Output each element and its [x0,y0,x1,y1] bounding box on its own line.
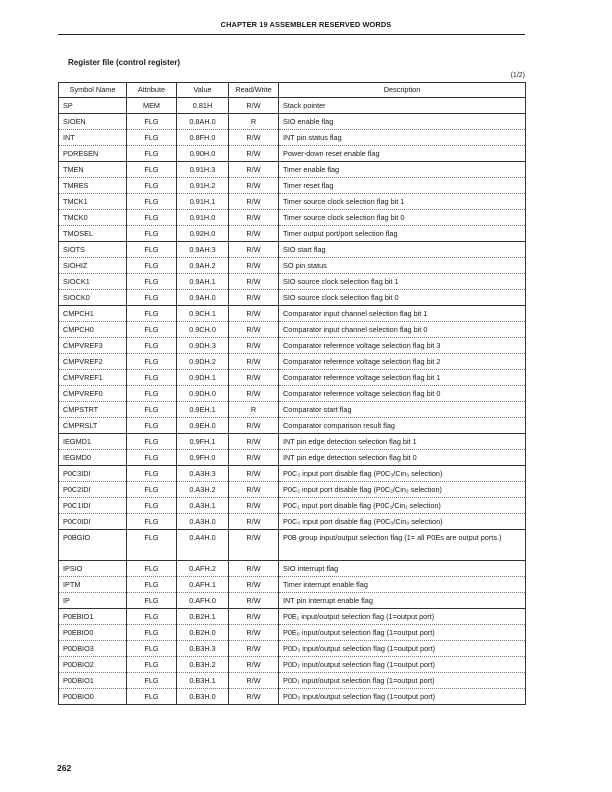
value-cell: 0.8FH.0 [177,130,229,146]
value-cell: 0.B2H.0 [177,625,229,641]
read-write-cell: R/W [229,338,279,354]
description-cell: INT pin edge detection selection flag bit 1 [279,434,526,450]
value-cell: 0.9DH.3 [177,338,229,354]
description-cell: INT pin interrupt enable flag [279,593,526,609]
description-cell: Comparator reference voltage selection flag bit 2 [279,354,526,370]
chapter-header: CHAPTER 19 ASSEMBLER RESERVED WORDS [220,20,392,29]
value-cell: 0.B3H.2 [177,657,229,673]
value-cell: 0.B3H.3 [177,641,229,657]
table-row [59,290,526,306]
description-cell: P0C₃ input port disable flag (P0C₃/Cin₃ selection) [279,466,526,482]
table-row [59,641,526,657]
value-cell: 0.9CH.1 [177,306,229,322]
table-row [59,130,526,146]
header-rule [58,34,525,35]
attribute-cell: FLG [127,498,177,514]
symbol-cell: P0BGIO [59,530,127,561]
read-write-cell: R/W [229,673,279,689]
description-cell: P0C₁ input port disable flag (P0C₁/Cin₁ selection) [279,498,526,514]
value-cell: 0.A4H.0 [177,530,229,561]
value-cell: 0.B2H.1 [177,609,229,625]
column-header-attribute: Attribute [127,83,177,98]
table-row [59,370,526,386]
read-write-cell: R/W [229,482,279,498]
description-cell: P0C₀ input port disable flag (P0C₀/Cin₀ selection) [279,514,526,530]
symbol-cell: P0EBIO0 [59,625,127,641]
table-row [59,689,526,705]
value-cell: 0.AFH.0 [177,593,229,609]
table-row [59,673,526,689]
attribute-cell: FLG [127,370,177,386]
read-write-cell: R/W [229,354,279,370]
table-row [59,577,526,593]
read-write-cell: R/W [229,577,279,593]
description-cell: Timer source clock selection flag bit 0 [279,210,526,226]
description-cell: INT pin status flag [279,130,526,146]
attribute-cell: FLG [127,402,177,418]
attribute-cell: FLG [127,338,177,354]
attribute-cell: FLG [127,689,177,705]
read-write-cell: R/W [229,242,279,258]
attribute-cell: FLG [127,466,177,482]
value-cell: 0.90H.0 [177,146,229,162]
symbol-cell: P0DBIO0 [59,689,127,705]
table-row [59,146,526,162]
description-cell: Comparator comparison result flag [279,418,526,434]
symbol-cell: P0C2IDI [59,482,127,498]
attribute-cell: FLG [127,418,177,434]
table-row [59,354,526,370]
read-write-cell: R/W [229,306,279,322]
symbol-cell: TMRES [59,178,127,194]
symbol-cell: TMCK1 [59,194,127,210]
symbol-cell: IPSIO [59,561,127,577]
attribute-cell: FLG [127,386,177,402]
page-marker: (1/2) [510,72,525,79]
table-header-row [59,83,526,98]
read-write-cell: R/W [229,418,279,434]
read-write-cell: R/W [229,625,279,641]
symbol-cell: SIOCK1 [59,274,127,290]
attribute-cell: FLG [127,673,177,689]
read-write-cell: R/W [229,498,279,514]
table-row [59,274,526,290]
symbol-cell: P0C0IDI [59,514,127,530]
value-cell: 0.AFH.1 [177,577,229,593]
value-cell: 0.9EH.0 [177,418,229,434]
symbol-cell: CMPCH1 [59,306,127,322]
read-write-cell: R [229,402,279,418]
description-cell: Timer reset flag [279,178,526,194]
symbol-cell: P0C3IDI [59,466,127,482]
description-cell: Comparator reference voltage selection flag bit 0 [279,386,526,402]
attribute-cell: FLG [127,162,177,178]
symbol-cell: SIOEN [59,114,127,130]
value-cell: 0.9DH.0 [177,386,229,402]
symbol-cell: IEGMD1 [59,434,127,450]
table-row [59,657,526,673]
attribute-cell: FLG [127,657,177,673]
attribute-cell: FLG [127,641,177,657]
table-row [59,593,526,609]
attribute-cell: FLG [127,482,177,498]
description-cell: Comparator input channel selection flag bit 1 [279,306,526,322]
attribute-cell: FLG [127,146,177,162]
description-cell: SIO interrupt flag [279,561,526,577]
symbol-cell: SIOCK0 [59,290,127,306]
symbol-cell: CMPCH0 [59,322,127,338]
symbol-cell: IEGMD0 [59,450,127,466]
table-row [59,258,526,274]
read-write-cell: R/W [229,641,279,657]
attribute-cell: FLG [127,290,177,306]
read-write-cell: R/W [229,450,279,466]
symbol-cell: INT [59,130,127,146]
description-cell: Power-down reset enable flag [279,146,526,162]
attribute-cell: FLG [127,194,177,210]
register-table [58,82,526,705]
value-cell: 0.9CH.0 [177,322,229,338]
table-row [59,498,526,514]
page-number: 262 [57,763,72,773]
symbol-cell: PDRESEN [59,146,127,162]
description-cell: SIO enable flag [279,114,526,130]
column-header-description: Description [279,83,526,98]
symbol-cell: CMPRSLT [59,418,127,434]
description-cell: P0D₃ input/output selection flag (1=output port) [279,641,526,657]
attribute-cell: FLG [127,514,177,530]
value-cell: 0.9EH.1 [177,402,229,418]
symbol-cell: CMPVREF2 [59,354,127,370]
attribute-cell: FLG [127,322,177,338]
table-row [59,162,526,178]
value-cell: 0.9FH.1 [177,434,229,450]
symbol-cell: CMPVREF1 [59,370,127,386]
read-write-cell: R/W [229,290,279,306]
attribute-cell: FLG [127,210,177,226]
value-cell: 0.81H [177,98,229,114]
read-write-cell: R/W [229,178,279,194]
attribute-cell: FLG [127,274,177,290]
attribute-cell: FLG [127,561,177,577]
value-cell: 0.A3H.2 [177,482,229,498]
read-write-cell: R/W [229,689,279,705]
value-cell: 0.9AH.0 [177,290,229,306]
value-cell: 0.9DH.1 [177,370,229,386]
description-cell: SO pin status [279,258,526,274]
value-cell: 0.A3H.0 [177,514,229,530]
read-write-cell: R/W [229,162,279,178]
table-row [59,98,526,114]
read-write-cell: R/W [229,657,279,673]
attribute-cell: FLG [127,609,177,625]
symbol-cell: P0DBIO1 [59,673,127,689]
table-row [59,242,526,258]
attribute-cell: FLG [127,130,177,146]
symbol-cell: P0EBIO1 [59,609,127,625]
symbol-cell: CMPVREF0 [59,386,127,402]
description-cell: P0E₀ input/output selection flag (1=output port) [279,625,526,641]
symbol-cell: P0C1IDI [59,498,127,514]
table-row [59,609,526,625]
register-table-body [59,98,526,705]
table-row [59,434,526,450]
table-row [59,625,526,641]
symbol-cell: SIOHIZ [59,258,127,274]
read-write-cell: R/W [229,609,279,625]
read-write-cell: R/W [229,194,279,210]
table-row [59,306,526,322]
table-row [59,178,526,194]
value-cell: 0.9FH.0 [177,450,229,466]
value-cell: 0.AFH.2 [177,561,229,577]
value-cell: 0.A3H.1 [177,498,229,514]
description-cell: Comparator reference voltage selection flag bit 1 [279,370,526,386]
read-write-cell: R/W [229,593,279,609]
read-write-cell: R/W [229,274,279,290]
symbol-cell: CMPSTRT [59,402,127,418]
description-cell: SIO source clock selection flag bit 0 [279,290,526,306]
read-write-cell: R [229,114,279,130]
read-write-cell: R/W [229,322,279,338]
attribute-cell: FLG [127,114,177,130]
symbol-cell: SIOTS [59,242,127,258]
value-cell: 0.B3H.1 [177,673,229,689]
table-row [59,561,526,577]
section-title: Register file (control register) [68,58,181,67]
symbol-cell: SP [59,98,127,114]
read-write-cell: R/W [229,210,279,226]
table-row [59,418,526,434]
description-cell: Timer output port/port selection flag [279,226,526,242]
description-cell: Comparator start flag [279,402,526,418]
attribute-cell: MEM [127,98,177,114]
symbol-cell: IPTM [59,577,127,593]
symbol-cell: TMCK0 [59,210,127,226]
description-cell: P0E₁ input/output selection flag (1=output port) [279,609,526,625]
table-row [59,514,526,530]
read-write-cell: R/W [229,434,279,450]
symbol-cell: TMEN [59,162,127,178]
read-write-cell: R/W [229,258,279,274]
read-write-cell: R/W [229,386,279,402]
attribute-cell: FLG [127,242,177,258]
attribute-cell: FLG [127,178,177,194]
table-row [59,450,526,466]
attribute-cell: FLG [127,226,177,242]
table-row [59,482,526,498]
description-cell: Timer interrupt enable flag [279,577,526,593]
value-cell: 0.92H.0 [177,226,229,242]
description-cell: P0B group input/output selection flag (1= all P0Es are output ports.) [279,530,526,561]
read-write-cell: R/W [229,561,279,577]
attribute-cell: FLG [127,354,177,370]
description-cell: Stack pointer [279,98,526,114]
value-cell: 0.9AH.1 [177,274,229,290]
table-row [59,530,526,561]
value-cell: 0.A3H.3 [177,466,229,482]
value-cell: 0.B3H.0 [177,689,229,705]
table-row [59,466,526,482]
value-cell: 0.8AH.0 [177,114,229,130]
table-row [59,210,526,226]
description-cell: SIO source clock selection flag bit 1 [279,274,526,290]
attribute-cell: FLG [127,450,177,466]
attribute-cell: FLG [127,258,177,274]
value-cell: 0.9DH.2 [177,354,229,370]
attribute-cell: FLG [127,530,177,561]
read-write-cell: R/W [229,130,279,146]
description-cell: P0D₀ input/output selection flag (1=output port) [279,689,526,705]
description-cell: Comparator input channel selection flag bit 0 [279,322,526,338]
read-write-cell: R/W [229,98,279,114]
read-write-cell: R/W [229,226,279,242]
value-cell: 0.9AH.2 [177,258,229,274]
table-row [59,114,526,130]
read-write-cell: R/W [229,370,279,386]
table-row [59,194,526,210]
symbol-cell: P0DBIO3 [59,641,127,657]
description-cell: Comparator reference voltage selection flag bit 3 [279,338,526,354]
table-row [59,322,526,338]
read-write-cell: R/W [229,146,279,162]
read-write-cell: R/W [229,530,279,561]
attribute-cell: FLG [127,593,177,609]
description-cell: Timer source clock selection flag bit 1 [279,194,526,210]
table-row [59,386,526,402]
read-write-cell: R/W [229,514,279,530]
value-cell: 0.91H.2 [177,178,229,194]
description-cell: SIO start flag [279,242,526,258]
column-header-read-write: Read/Write [229,83,279,98]
symbol-cell: TMOSEL [59,226,127,242]
description-cell: Timer enable flag [279,162,526,178]
column-header-value: Value [177,83,229,98]
read-write-cell: R/W [229,466,279,482]
value-cell: 0.9AH.3 [177,242,229,258]
value-cell: 0.91H.1 [177,194,229,210]
symbol-cell: IP [59,593,127,609]
description-cell: INT pin edge detection selection flag bit 0 [279,450,526,466]
table-row [59,402,526,418]
description-cell: P0D₁ input/output selection flag (1=output port) [279,673,526,689]
description-cell: P0D₂ input/output selection flag (1=output port) [279,657,526,673]
attribute-cell: FLG [127,434,177,450]
table-row [59,226,526,242]
attribute-cell: FLG [127,625,177,641]
value-cell: 0.91H.3 [177,162,229,178]
table-row [59,338,526,354]
symbol-cell: CMPVREF3 [59,338,127,354]
description-cell: P0C₂ input port disable flag (P0C₂/Cin₂ selection) [279,482,526,498]
attribute-cell: FLG [127,577,177,593]
symbol-cell: P0DBIO2 [59,657,127,673]
value-cell: 0.91H.0 [177,210,229,226]
attribute-cell: FLG [127,306,177,322]
column-header-symbol: Symbol Name [59,83,127,98]
